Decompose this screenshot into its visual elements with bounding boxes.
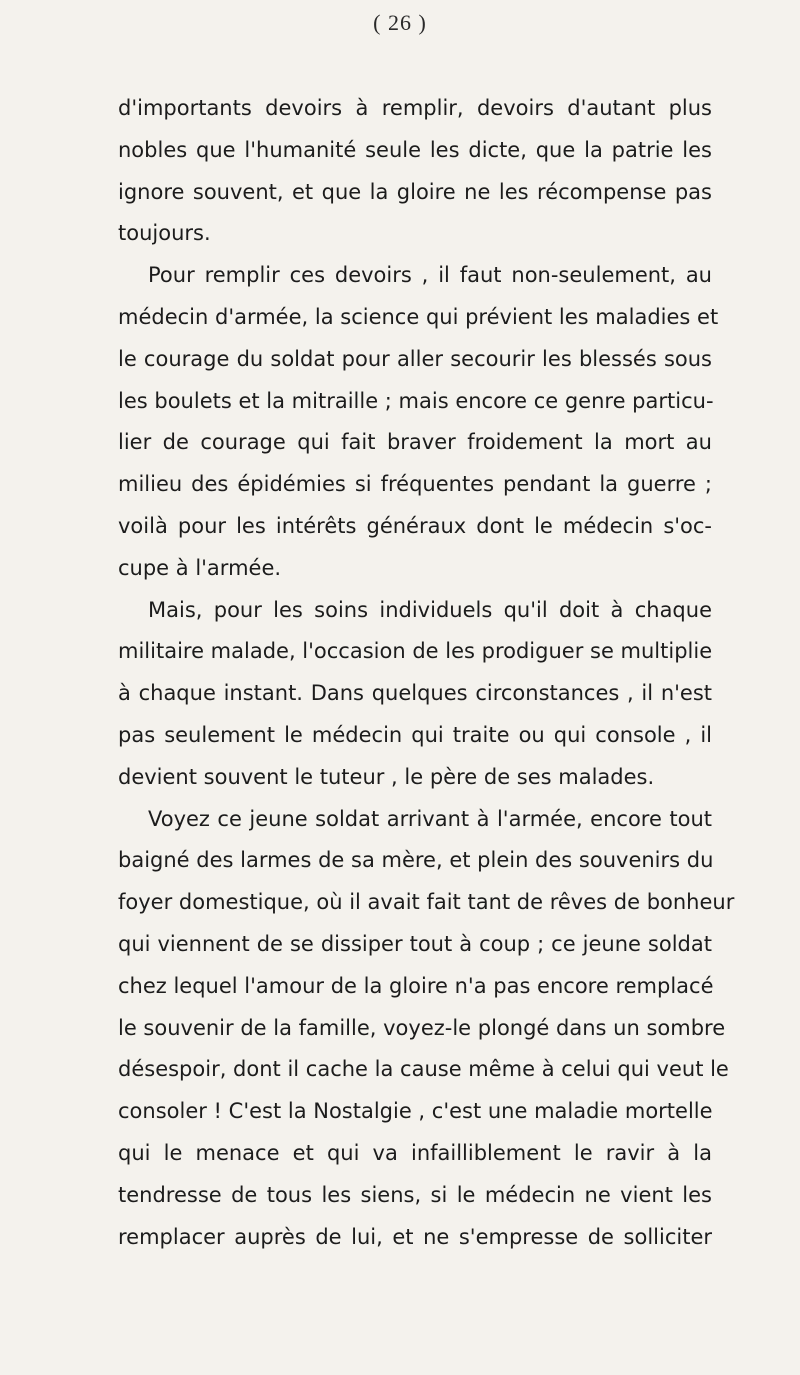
- text-line: le courage du soldat pour aller secourir les blessés sous: [118, 346, 712, 371]
- text-line: voilà pour les intérêts généraux dont le médecin s'oc-: [118, 513, 712, 538]
- text-line: milieu des épidémies si fréquentes pendant la guerre ;: [118, 472, 712, 497]
- text-line: d'importants devoirs à remplir, devoirs d'autant plus: [118, 96, 712, 120]
- text-line: à chaque instant. Dans quelques circonstances , il n'est: [118, 681, 712, 706]
- text-line: toujours.: [118, 221, 211, 246]
- text-line: chez lequel l'amour de la gloire n'a pas encore remplacé: [118, 973, 714, 998]
- text-line: pas seulement le médecin qui traite ou qui console , il: [118, 722, 712, 747]
- text-line: lier de courage qui fait braver froidement la mort au: [118, 430, 712, 455]
- text-line: baigné des larmes de sa mère, et plein des souvenirs du: [118, 848, 714, 873]
- text-line: remplacer auprès de lui, et ne s'empresse de solliciter: [118, 1224, 712, 1249]
- text-line: ignore souvent, et que la gloire ne les récompense pas: [118, 179, 712, 204]
- text-line: consoler ! C'est la Nostalgie , c'est une maladie mortelle: [118, 1099, 713, 1124]
- text-line: médecin d'armée, la science qui prévient les maladies et: [118, 304, 719, 329]
- text-line: cupe à l'armée.: [118, 555, 282, 580]
- text-line: désespoir, dont il cache la cause même à celui qui veut le: [118, 1057, 729, 1082]
- body-text: [118, 88, 735, 1258]
- text-line: devient souvent le tuteur , le père de ses malades.: [118, 764, 655, 789]
- text-line: Voyez ce jeune soldat arrivant à l'armée, encore tout: [148, 806, 712, 831]
- text-line: tendresse de tous les siens, si le médecin ne vient les: [118, 1182, 712, 1207]
- text-line: qui viennent de se dissiper tout à coup ; ce jeune soldat: [118, 931, 712, 956]
- text-line: militaire malade, l'occasion de les prodiguer se multiplie: [118, 639, 713, 664]
- text-line: les boulets et la mitraille ; mais encore ce genre particu-: [118, 388, 714, 413]
- text-line: qui le menace et qui va infailliblement le ravir à la: [118, 1140, 712, 1165]
- text-line: Mais, pour les soins individuels qu'il doit à chaque: [148, 597, 712, 622]
- text-line: Pour remplir ces devoirs , il faut non-seulement, au: [148, 263, 712, 288]
- text-line: nobles que l'humanité seule les dicte, que la patrie les: [118, 137, 712, 162]
- page-number: ( 26 ): [373, 10, 427, 35]
- text-line: le souvenir de la famille, voyez-le plongé dans un sombre: [118, 1015, 726, 1040]
- text-line: foyer domestique, où il avait fait tant de rêves de bonheur: [118, 890, 735, 915]
